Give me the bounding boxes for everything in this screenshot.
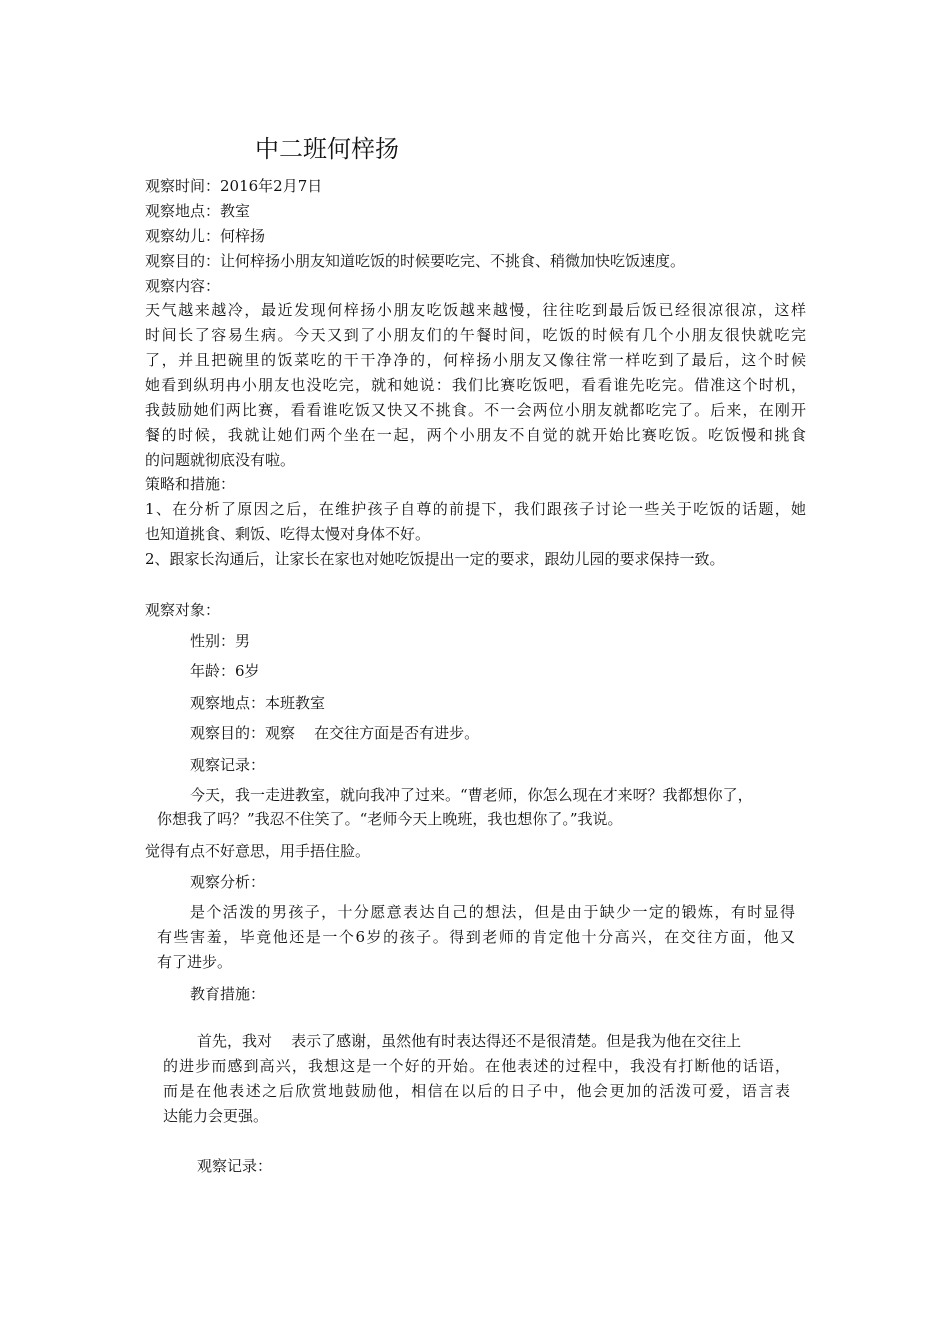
content-line: 她看到纵玥冉小朋友也没吃完，就和她说：我们比赛吃饭吧，看看谁先吃完。借准这个时机， (145, 376, 806, 394)
content-line: 天气越来越冷，最近发现何梓扬小朋友吃饭越来越慢，往往吃到最后饭已经很凉很凉，这样 (145, 301, 806, 319)
observation-goal: 观察目的：让何梓扬小朋友知道吃饭的时候要吃完、不挑食、稍微加快吃饭速度。 (145, 252, 686, 270)
strategy-line: 1、在分析了原因之后，在维护孩子自尊的前提下，我们跟孩子讨论一些关于吃饭的话题，她 (145, 500, 806, 518)
content-line: 我鼓励她们两比赛，看看谁吃饭又快又不挑食。不一会两位小朋友就都吃完了。后来，在刚开 (145, 401, 806, 419)
subject-goal: 观察目的：观察 在交往方面是否有进步。 (190, 724, 480, 742)
observation-content-label: 观察内容： (145, 277, 221, 295)
analysis-line: 有了进步。 (157, 953, 233, 971)
observation-place: 观察地点：教室 (145, 202, 251, 220)
subject-gender: 性别：男 (190, 632, 251, 650)
observation-time: 观察时间：2016年2月7日 (145, 177, 323, 195)
content-line: 餐的时候，我就让她们两个坐在一起，两个小朋友不自觉的就开始比赛吃饭。吃饭慢和挑食 (145, 426, 806, 444)
subject-place: 观察地点：本班教室 (190, 694, 326, 712)
record-line: 今天，我一走进教室，就向我冲了过来。“曹老师，你怎么现在才来呀？我都想你了， (190, 786, 753, 804)
measures-label: 教育措施： (190, 985, 266, 1003)
strategy-line: 2、跟家长沟通后，让家长在家也对她吃饭提出一定的要求，跟幼儿园的要求保持一致。 (145, 550, 725, 568)
subject-age: 年龄：6岁 (190, 662, 260, 680)
content-line: 的问题就彻底没有啦。 (145, 451, 296, 469)
analysis-line: 有些害羞，毕竟他还是一个6岁的孩子。得到老师的肯定他十分高兴，在交往方面，他又 (157, 928, 795, 946)
observation-child: 观察幼儿：何梓扬 (145, 227, 266, 245)
measures-line: 的进步而感到高兴，我想这是一个好的开始。在他表述的过程中，我没有打断他的话语， (163, 1057, 790, 1075)
subject-label: 观察对象： (145, 601, 221, 619)
analysis-line: 是个活泼的男孩子，十分愿意表达自己的想法，但是由于缺少一定的锻炼，有时显得 (190, 903, 795, 921)
record-label-2: 观察记录： (197, 1157, 273, 1175)
measures-line: 而是在他表述之后欣赏地鼓励他，相信在以后的日子中，他会更加的活泼可爱，语言表 (163, 1082, 790, 1100)
content-line: 时间长了容易生病。今天又到了小朋友们的午餐时间，吃饭的时候有几个小朋友很快就吃完 (145, 326, 806, 344)
strategy-label: 策略和措施： (145, 475, 236, 493)
content-line: 了，并且把碗里的饭菜吃的干干净净的，何梓扬小朋友又像往常一样吃到了最后，这个时候 (145, 351, 806, 369)
strategy-line: 也知道挑食、剩饭、吃得太慢对身体不好。 (145, 525, 431, 543)
measures-line: 首先，我对 表示了感谢，虽然他有时表达得还不是很清楚。但是我为他在交往上 (197, 1032, 742, 1050)
record-line: 你想我了吗？”我忍不住笑了。“老师今天上晚班，我也想你了。”我说。 (157, 810, 623, 828)
record-label: 观察记录： (190, 756, 266, 774)
measures-line: 达能力会更强。 (163, 1107, 269, 1125)
record-line: 觉得有点不好意思，用手捂住脸。 (145, 842, 371, 860)
document-title: 中二班何梓扬 (255, 135, 399, 163)
analysis-label: 观察分析： (190, 873, 266, 891)
